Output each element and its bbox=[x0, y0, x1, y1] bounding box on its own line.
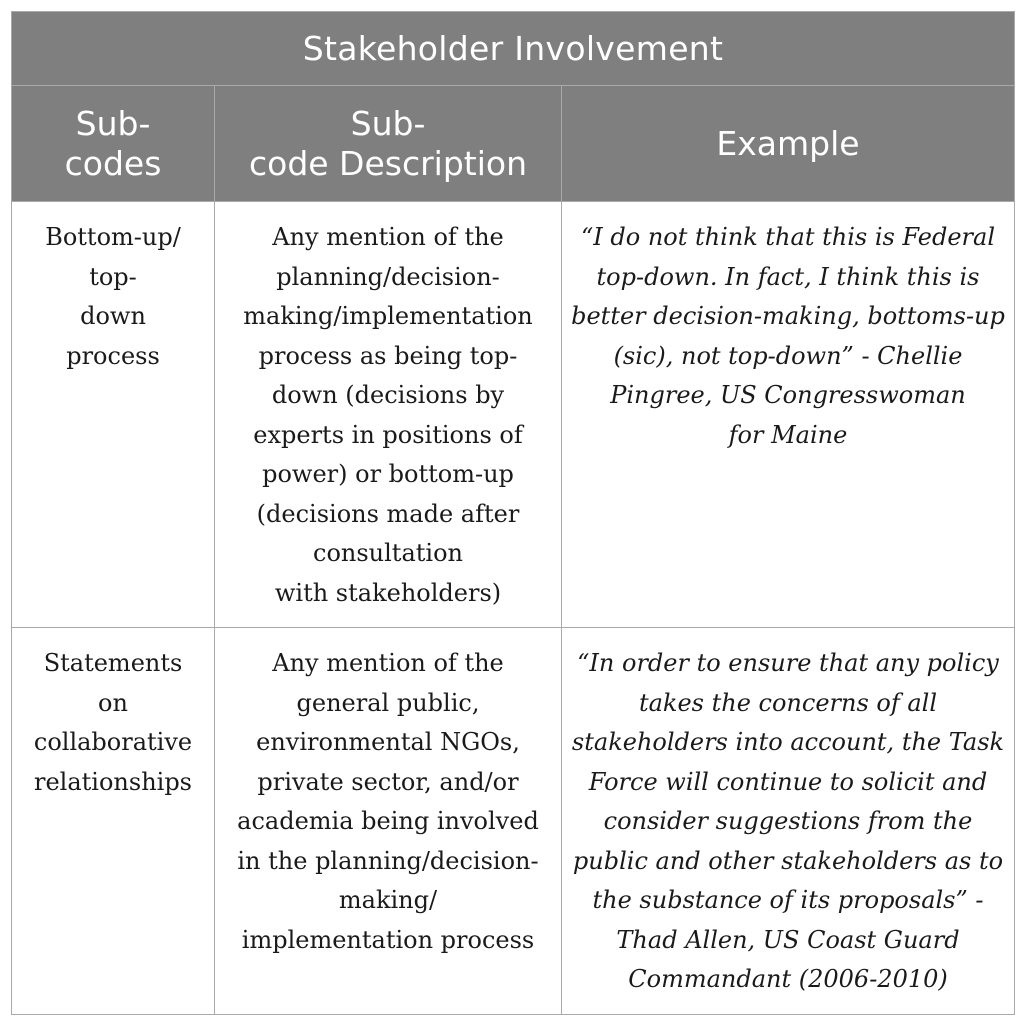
table-row bbox=[12, 202, 1015, 628]
header-subcodes: Sub- codes bbox=[12, 86, 215, 202]
table-row bbox=[12, 628, 1015, 1015]
subcode-cell: Bottom-up/ top- down process bbox=[12, 202, 215, 628]
description-cell: Any mention of the planning/decision- making/implementation process as being top- down (decisions by experts in positions of power) or bottom-up (decisions made after consultation with stakeholders) bbox=[215, 202, 562, 628]
example-cell: “I do not think that this is Federal top-down. In fact, I think this is better decision-making, bottoms-up (sic), not top-down” - Chellie Pingree, US Congresswoman for Maine bbox=[562, 202, 1015, 628]
example-cell: “In order to ensure that any policy takes the concerns of all stakeholders into account, the Task Force will continue to solicit and consider suggestions from the public and other stakeholders as to the substance of its proposals” - Thad Allen, US Coast Guard Commandant (2006-2010) bbox=[562, 628, 1015, 1015]
table-title: Stakeholder Involvement bbox=[12, 12, 1015, 86]
header-subcode-description: Sub- code Description bbox=[215, 86, 562, 202]
description-cell: Any mention of the general public, environmental NGOs, private sector, and/or academia being involved in the planning/decision- making/ implementation process bbox=[215, 628, 562, 1015]
stakeholder-involvement-table bbox=[11, 11, 1015, 1015]
header-example: Example bbox=[562, 86, 1015, 202]
subcode-cell: Statements on collaborative relationships bbox=[12, 628, 215, 1015]
